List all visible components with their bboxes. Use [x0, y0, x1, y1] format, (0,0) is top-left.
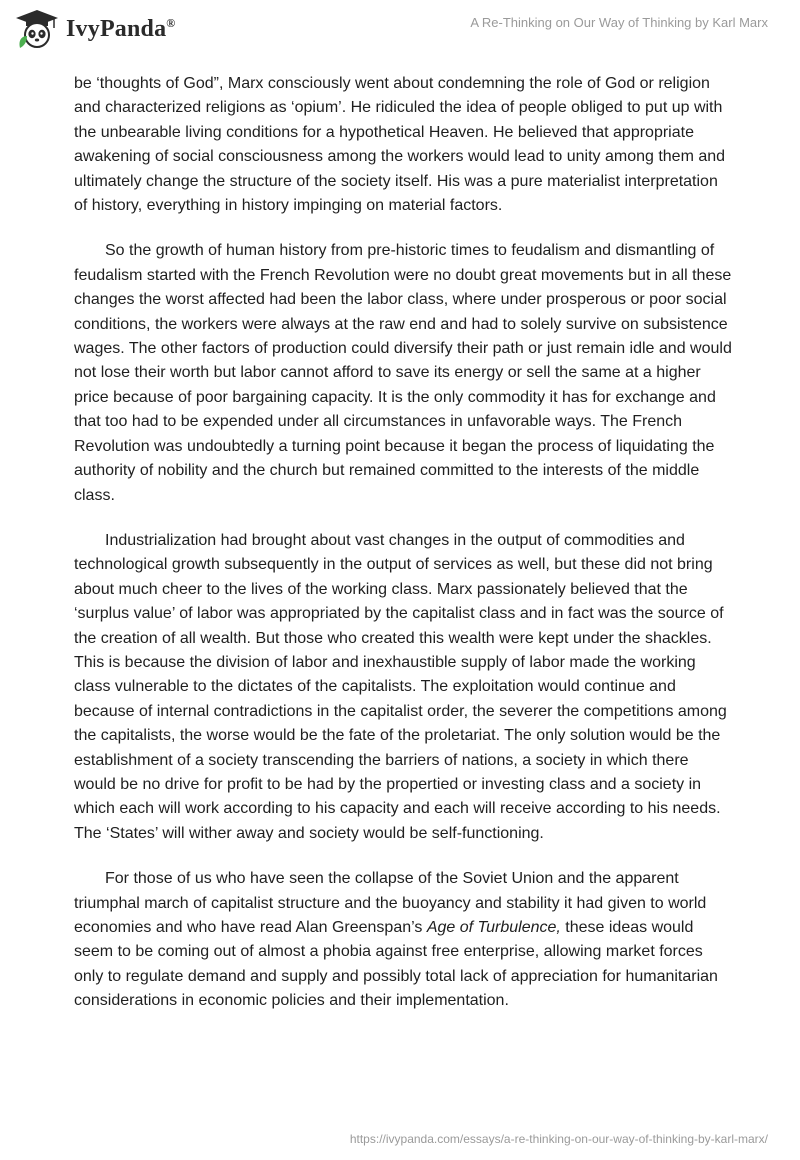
- source-url[interactable]: https://ivypanda.com/essays/a-re-thinking-on-our-way-of-thinking-by-karl-marx/: [349, 1132, 768, 1146]
- essay-body: [74, 72, 734, 1035]
- paragraph-3: Industrialization had brought about vast changes in the output of commodities and technological growth subsequently in the output of services as well, but these did not bring about much cheer to the lives of the working class. Marx passionately believed that the ‘surplus value’ of labor was appropriated by the capitalist class and in fact was the source of the creation of all wealth. But those who created this wealth were kept under the shackles. This is because the division of labor and inexhaustible supply of labor made the working class vulnerable to the dictates of the capitalists. The exploitation would continue and because of internal contradictions in the capitalist order, the severer the competitions among the capitalists, the worse would be the fate of the proletariat. The only solution would be the establishment of a society transcending the barriers of nations, a society in which there would be no drive for profit to be had by the propertied or investing class and a society in which each will work according to his capacity and each will receive according to his needs. The ‘States’ will wither away and society would be self-functioning.: [74, 531, 727, 842]
- paragraph-2: So the growth of human history from pre-historic times to feudalism and dismantling of feudalism started with the French Revolution were no doubt great movements but in all these changes the worst affected had been the labor class, where under prosperous or poor social conditions, the workers were always at the raw end and had to solely survive on subsistence wages. The other factors of production could diversify their path or just remain idle and would not lose their worth but labor cannot afford to save its energy or sell the same at a higher price because of poor bargaining capacity. It is the only commodity it has for exchange and that too had to be expended under all circumstances in unfavorable ways. The French Revolution was undoubtedly a turning point because it began the process of liquidating the authority of nobility and the church but remained committed to the interests of the middle class.: [74, 242, 732, 504]
- brand-logo[interactable]: [14, 8, 175, 50]
- paragraph-1: be ‘thoughts of God”, Marx consciously went about condemning the role of God or religion and characterized religions as ‘opium’. He ridiculed the idea of people obliged to put up with the unbearable living conditions for a hypothetical Heaven. He believed that appropriate awakening of social consciousness among the workers would lead to unity among them and ultimately change the structure of the society itself. His was a pure materialist interpretation of history, everything in history impinging on material factors.: [74, 75, 726, 215]
- paragraph-4-text-end: these ideas would seem to be coming out of almost a phobia against free enterprise, allowing market forces only to regulate demand and supply and possibly total lack of appreciation for humanitarian considerations in economic policies and their implementation.: [74, 919, 718, 1010]
- paragraph-4: [74, 867, 734, 1013]
- paragraph-4-text-start: For those of us who have seen the collapse of the Soviet Union and the apparent triumphal march of capitalist structure and the buoyancy and stability it had given to world economies and who have read Alan Greenspan’s: [74, 870, 707, 936]
- registered-mark: ®: [166, 15, 176, 30]
- book-title: Age of Turbulence,: [426, 919, 561, 936]
- page-header: [0, 0, 800, 70]
- brand-name: IvyPanda®: [66, 15, 176, 42]
- document-title: A Re-Thinking on Our Way of Thinking by Karl Marx: [470, 15, 768, 30]
- panda-logo-icon: [14, 8, 60, 50]
